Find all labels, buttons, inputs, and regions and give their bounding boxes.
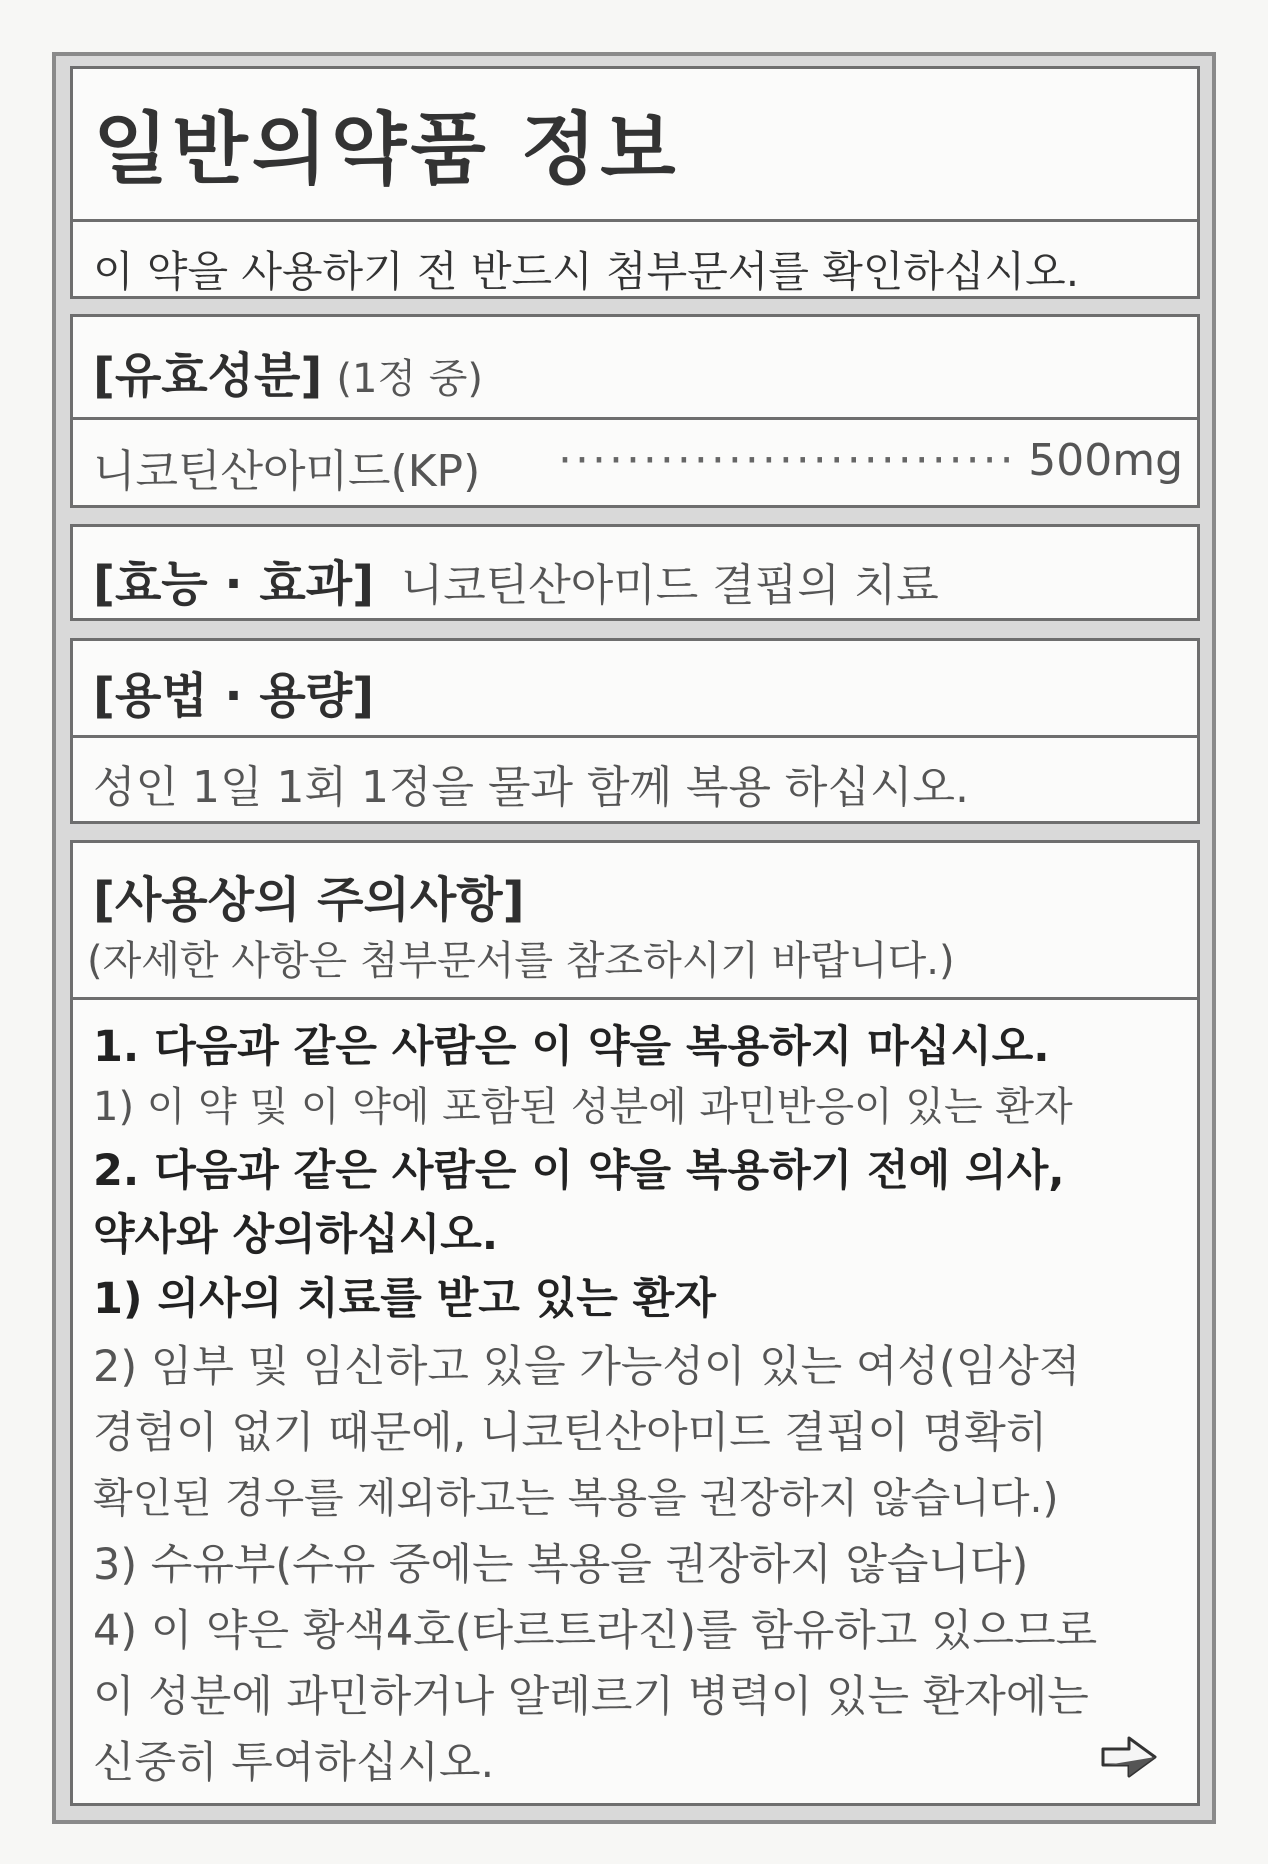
ingredient-dots: ···························: [558, 435, 1017, 486]
precaution-line-5: 1) 의사의 치료를 받고 있는 환자: [93, 1274, 716, 1324]
subtitle: 이 약을 사용하기 전 반드시 첨부문서를 확인하십시오.: [93, 247, 1080, 296]
precaution-line-12: 신중히 투여하십시오.: [93, 1738, 495, 1788]
precautions-note: (자세한 사항은 첨부문서를 참조하시기 바랍니다.): [87, 938, 955, 984]
efficacy-text: 니코틴산아미드 결핍의 치료: [400, 560, 939, 611]
title-box: [70, 66, 1200, 299]
dosage-heading: [용법 · 용량]: [93, 668, 375, 724]
precaution-line-8: 확인된 경우를 제외하고는 복용을 권장하지 않습니다.): [93, 1474, 1059, 1522]
precaution-line-10: 4) 이 약은 황색4호(타르트라진)를 함유하고 있으므로: [93, 1606, 1098, 1656]
label-frame: [52, 52, 1216, 1824]
precautions-heading: [사용상의 주의사항]: [93, 872, 525, 928]
ingredient-name: 니코틴산아미드(KP): [93, 446, 481, 497]
ingredient-amount: 500mg: [1028, 435, 1183, 486]
precaution-line-9: 3) 수유부(수유 중에는 복용을 권장하지 않습니다): [93, 1540, 1029, 1590]
precaution-line-3: 2. 다음과 같은 사람은 이 약을 복용하기 전에 의사,: [93, 1146, 1065, 1196]
precaution-line-4: 약사와 상의하십시오.: [93, 1210, 499, 1260]
ingredient-heading-row: [93, 337, 483, 406]
efficacy-box: [70, 524, 1200, 621]
arrow-right-icon: [1101, 1735, 1157, 1779]
precaution-line-6: 2) 임부 및 임신하고 있을 가능성이 있는 여성(임상적: [93, 1342, 1081, 1392]
dosage-text: 성인 1일 1회 1정을 물과 함께 복용 하십시오.: [93, 762, 969, 813]
precaution-line-11: 이 성분에 과민하거나 알레르기 병력이 있는 환자에는: [93, 1672, 1089, 1722]
dosage-box: [70, 638, 1200, 824]
precaution-line-7: 경험이 없기 때문에, 니코틴산아미드 결핍이 명확히: [93, 1408, 1048, 1458]
efficacy-heading: [효능 · 효과]: [93, 556, 375, 612]
ingredient-box: [70, 314, 1200, 508]
precaution-line-1: 1. 다음과 같은 사람은 이 약을 복용하지 마십시오.: [93, 1022, 1050, 1072]
precaution-line-2: 1) 이 약 및 이 약에 포함된 성분에 과민반응이 있는 환자: [93, 1084, 1073, 1130]
ingredient-heading: [유효성분]: [93, 348, 323, 404]
ingredient-note: (1정 중): [336, 356, 484, 402]
precautions-box: [70, 840, 1200, 1806]
page-title: 일반의약품 정보: [93, 105, 680, 195]
efficacy-row: [93, 545, 939, 614]
